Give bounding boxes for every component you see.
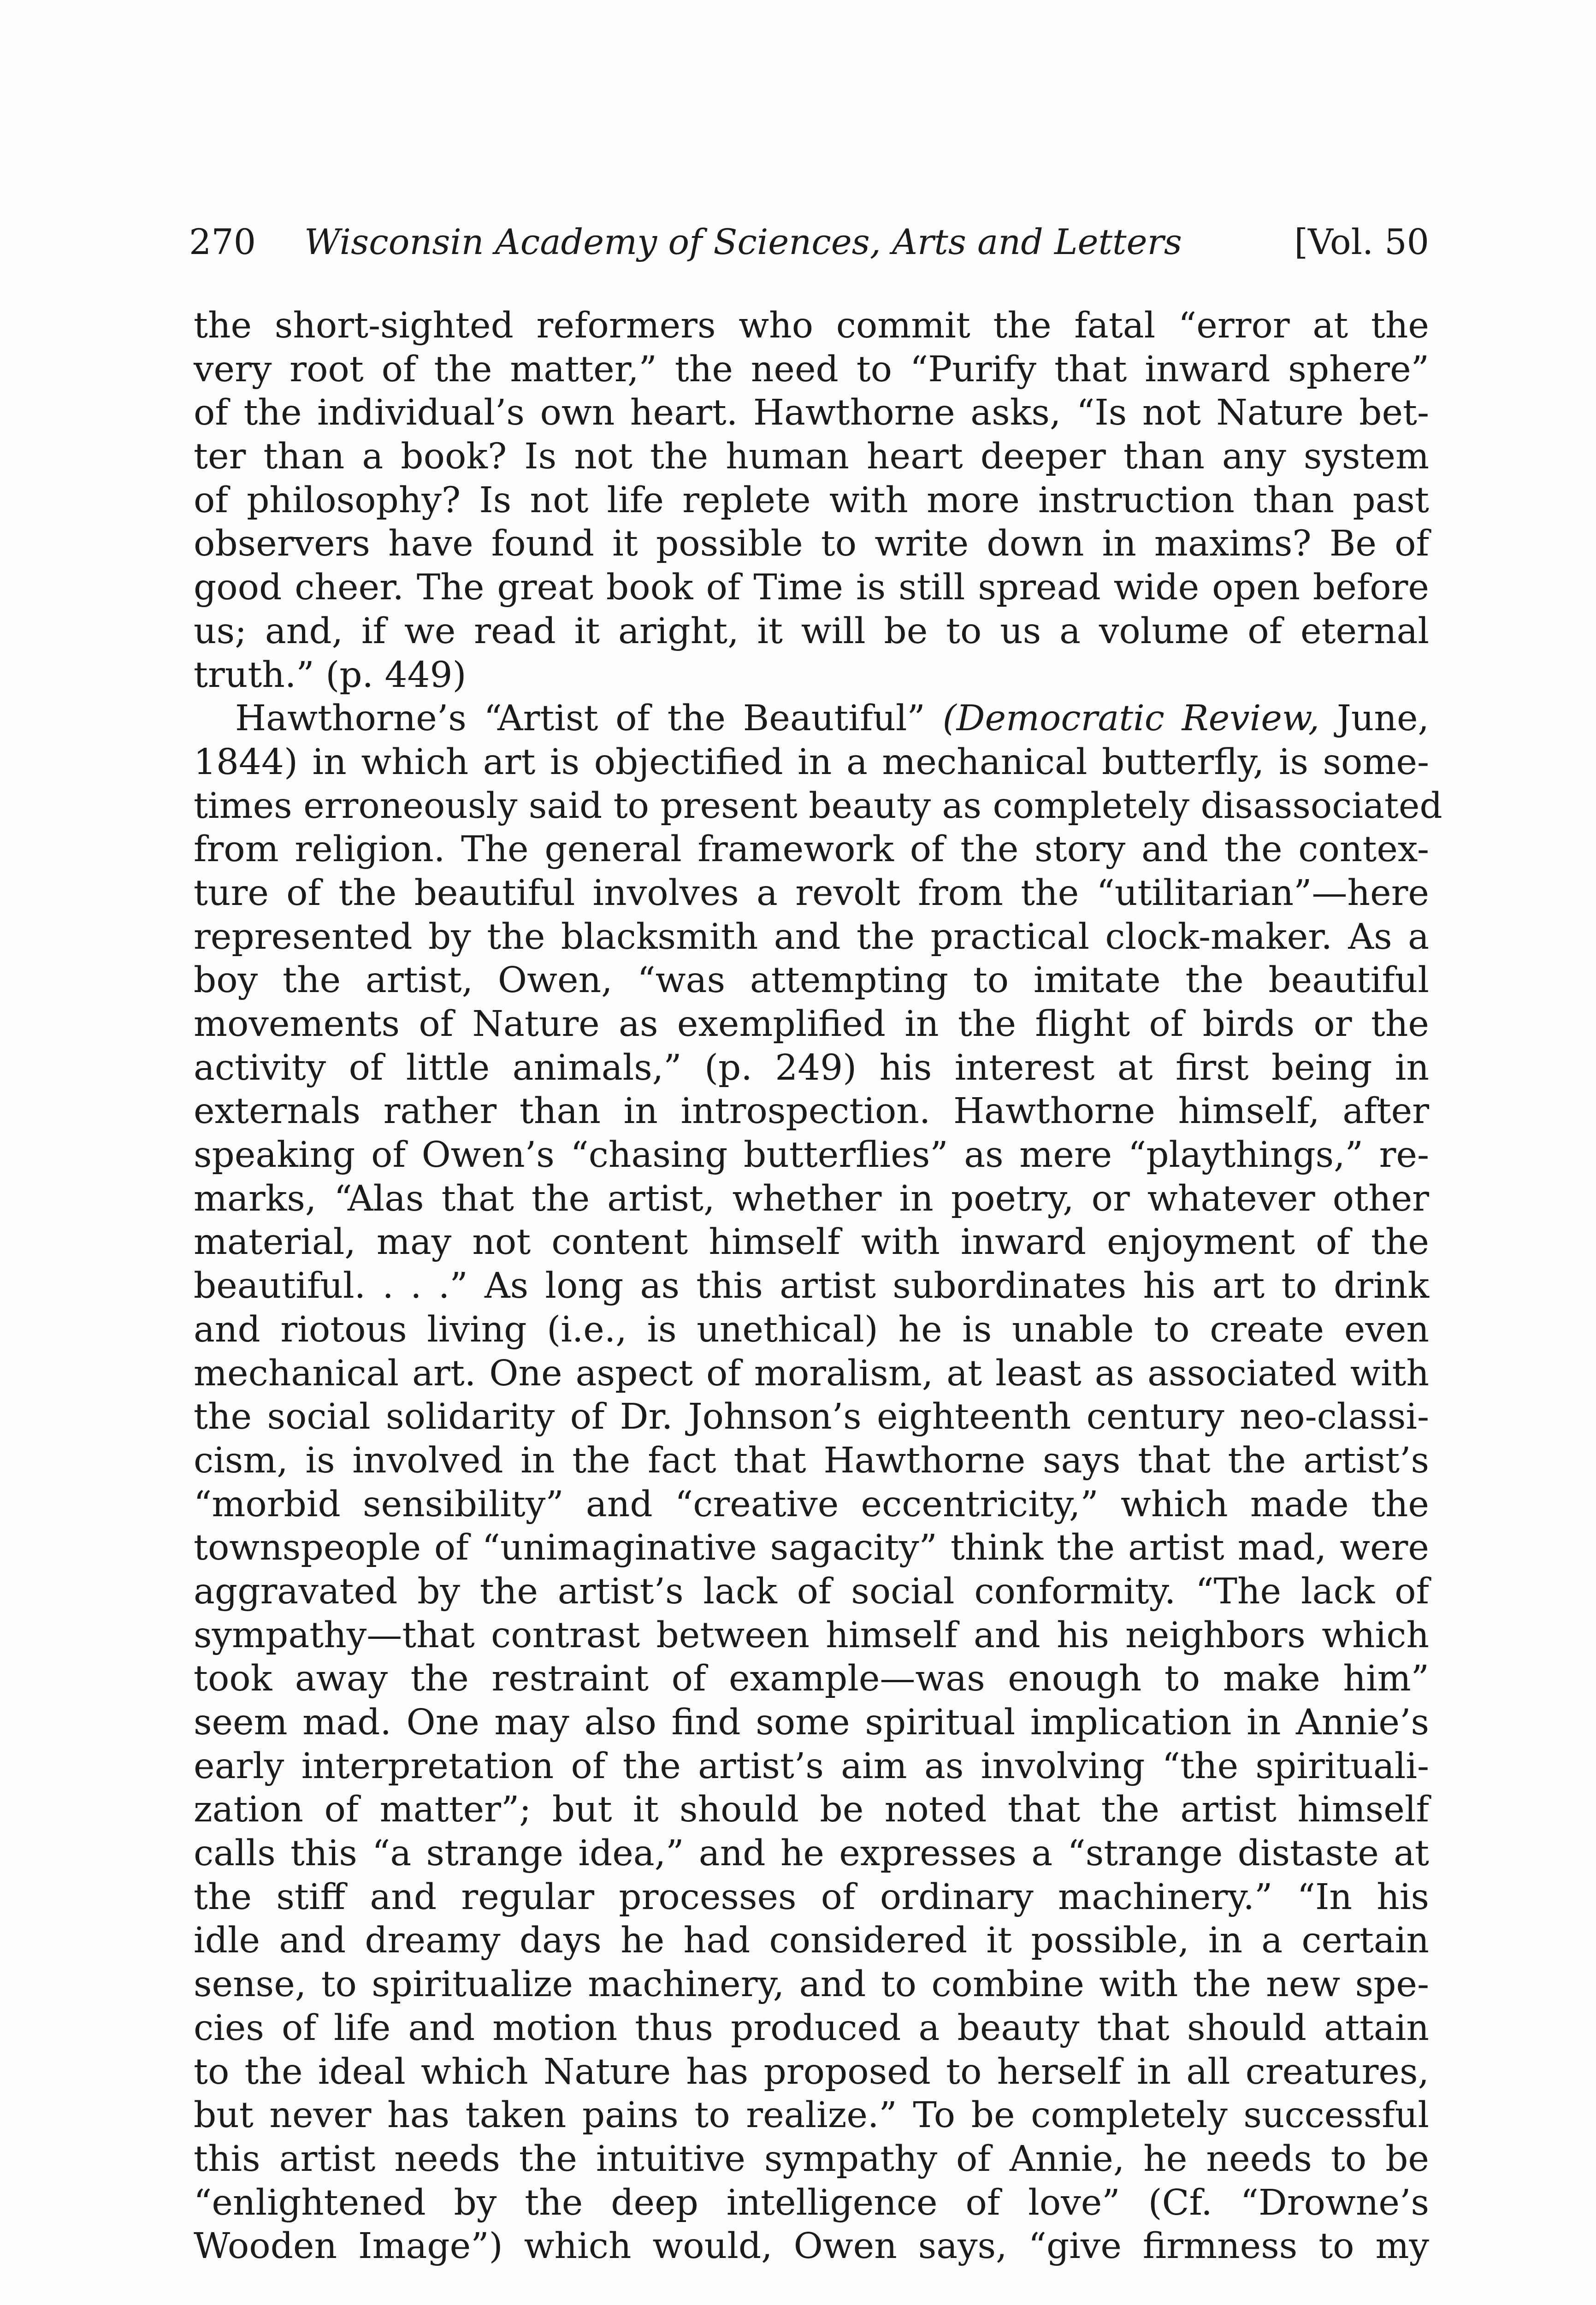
text-line: boy the artist, Owen, “was attempting to imitate the beautiful [194, 960, 1429, 1001]
text-line: Wooden Image”) which would, Owen says, “give firmness to my [194, 2226, 1429, 2267]
text-line: cies of life and motion thus produced a beauty that should attain [194, 2007, 1429, 2049]
text-line: beautiful. . . .” As long as this artist subordinates his art to drink [194, 1265, 1429, 1307]
text-line: activity of little animals,” (p. 249) his interest at first being in [194, 1047, 1429, 1088]
text-line: cism, is involved in the fact that Hawthorne says that the artist’s [194, 1440, 1429, 1481]
text-line: from religion. The general framework of the story and the contex- [194, 829, 1429, 870]
text-line: aggravated by the artist’s lack of social conformity. “The lack of [194, 1571, 1429, 1612]
volume-label: [Vol. 50 [1294, 221, 1429, 262]
body-text [194, 304, 1442, 2287]
text-line: idle and dreamy days he had considered it possible, in a certain [194, 1920, 1429, 1962]
running-head [189, 217, 1429, 267]
page-number: 270 [189, 221, 256, 262]
paragraph-1 [194, 304, 1429, 697]
text-line: mechanical art. One aspect of moralism, at least as associated with [194, 1353, 1429, 1394]
text-line: material, may not content himself with inward enjoyment of the [194, 1222, 1429, 1263]
journal-title: Wisconsin Academy of Sciences, Arts and Letters [304, 221, 1182, 262]
text-line: movements of Nature as exemplified in the flight of birds or the [194, 1004, 1429, 1045]
text-line: truth.” (p. 449) [194, 654, 467, 696]
text-line: marks, “Alas that the artist, whether in poetry, or whatever other [194, 1178, 1429, 1219]
text-line: zation of matter”; but it should be noted that the artist himself [194, 1789, 1429, 1831]
italic-citation: (Democratic Review, [942, 698, 1320, 739]
text-line: townspeople of “unimaginative sagacity” think the artist mad, were [194, 1527, 1429, 1569]
text-line: us; and, if we read it aright, it will be to us a volume of eternal [194, 610, 1429, 652]
text-span: Hawthorne’s “Artist of the Beautiful” [235, 698, 943, 739]
text-line: the social solidarity of Dr. Johnson’s eighteenth century neo-classi- [194, 1396, 1429, 1438]
text-line [194, 697, 1429, 741]
text-line: the stiff and regular processes of ordinary machinery.” “In his [194, 1876, 1429, 1918]
text-line: externals rather than in introspection. Hawthorne himself, after [194, 1091, 1429, 1132]
text-line: the short-sighted reformers who commit the fatal “error at the [194, 305, 1429, 346]
text-line: ter than a book? Is not the human heart deeper than any system [194, 436, 1429, 478]
text-line: observers have found it possible to write down in maxims? Be of [194, 523, 1429, 565]
text-line: early interpretation of the artist’s aim as involving “the spirituali- [194, 1745, 1429, 1787]
text-line: 1844) in which art is objectified in a mechanical butterfly, is some- [194, 741, 1429, 783]
text-line: and riotous living (i.e., is unethical) he is unable to create even [194, 1309, 1429, 1350]
text-line: to the ideal which Nature has proposed to herself in all creatures, [194, 2051, 1429, 2092]
text-line: “morbid sensibility” and “creative eccentricity,” which made the [194, 1483, 1429, 1525]
text-line: speaking of Owen’s “chasing butterflies” as mere “playthings,” re- [194, 1135, 1429, 1176]
text-line: good cheer. The great book of Time is still spread wide open before [194, 567, 1429, 609]
text-line: sympathy—that contrast between himself and his neighbors which [194, 1614, 1429, 1656]
text-line: ture of the beautiful involves a revolt from the “utilitarian”—here [194, 872, 1429, 914]
text-line: calls this “a strange idea,” and he expresses a “strange distaste at [194, 1833, 1429, 1874]
text-line: of the individual’s own heart. Hawthorne asks, “Is not Nature bet- [194, 392, 1429, 434]
text-line: of philosophy? Is not life replete with more instruction than past [194, 479, 1429, 521]
text-line: very root of the matter,” the need to “Purify that inward sphere” [194, 349, 1429, 390]
text-line: took away the restraint of example—was enough to make him” [194, 1658, 1429, 1700]
text-line: represented by the blacksmith and the practical clock-maker. As a [194, 916, 1429, 957]
text-line: times erroneously said to present beauty as completely disassociated [194, 785, 1442, 827]
text-line: this artist needs the intuitive sympathy of Annie, he needs to be [194, 2138, 1429, 2180]
text-line: seem mad. One may also find some spiritual implication in Annie’s [194, 1702, 1429, 1743]
text-line: “enlightened by the deep intelligence of love” (Cf. “Drowne’s [194, 2182, 1429, 2223]
paragraph-2 [194, 697, 1442, 2269]
text-span: June, [1319, 698, 1429, 739]
text-line: sense, to spiritualize machinery, and to combine with the new spe- [194, 1964, 1429, 2005]
text-line: but never has taken pains to realize.” To be completely successful [194, 2095, 1429, 2136]
